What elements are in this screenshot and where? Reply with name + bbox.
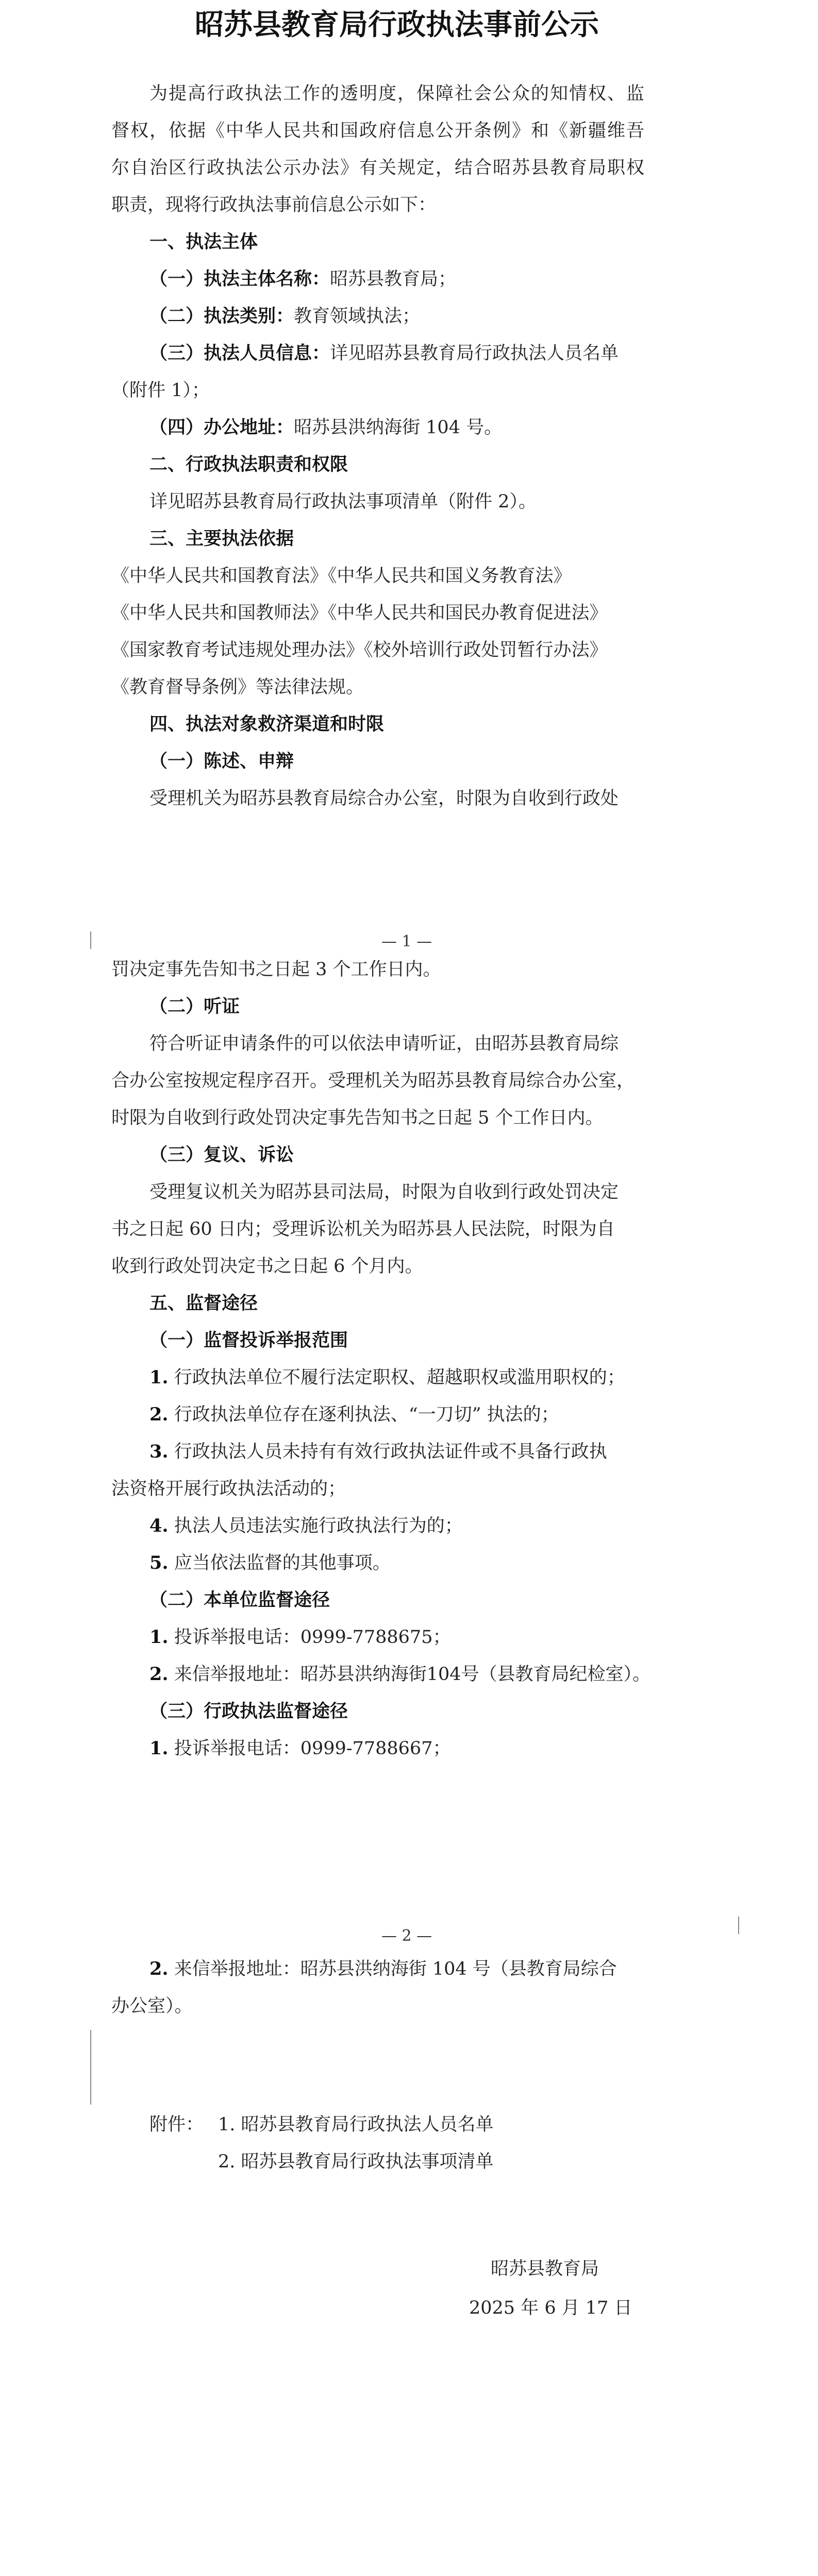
page-number-1: — 1 — (381, 933, 432, 951)
s5-item-3-num: 3. (149, 1441, 169, 1462)
attachment-1-num: 1. (218, 2114, 236, 2135)
s5-unit-item-2 (149, 1663, 650, 1686)
s5-sup-item-2-text: 来信举报地址：昭苏县洪纳海街 104 号（县教育局综合 (174, 1959, 617, 1979)
s5-sup-item-1-text: 投诉举报电话：0999-7788667； (174, 1738, 451, 1759)
intro-line-2: 督权，依据《中华人民共和国政府信息公开条例》和《新疆维吾 (111, 121, 646, 141)
s1-item-1 (149, 268, 456, 291)
s5-sub-1: （一）监督投诉举报范围 (149, 1330, 348, 1351)
signature-date: 2025 年 6 月 17 日 (469, 2298, 632, 2318)
section-2-heading: 二、行政执法职责和权限 (149, 454, 348, 475)
s4-sub-1-line-2: 罚决定事先告知书之日起 3 个工作日内。 (111, 959, 441, 980)
s5-sup-item-2-cont: 办公室）。 (111, 1996, 193, 2016)
s5-item-3 (149, 1440, 607, 1463)
s1-item-2 (149, 305, 420, 328)
s5-item-4 (149, 1515, 463, 1537)
s2-text: 详见昭苏县教育局行政执法事项清单（附件 2）。 (149, 492, 537, 512)
page-margin-mark (738, 1917, 739, 1934)
section-1-heading: 一、执法主体 (149, 231, 258, 252)
s1-item-3-text: 详见昭苏县教育局行政执法人员名单 (330, 343, 619, 364)
s1-item-4-label: （四）办公地址： (149, 417, 294, 438)
s1-item-3 (149, 342, 619, 365)
s3-line-4: 《教育督导条例》等法律法规。 (111, 677, 364, 698)
s4-sub-2: （二）听证 (149, 996, 240, 1017)
s4-sub-3-line-1: 受理复议机关为昭苏县司法局，时限为自收到行政处罚决定 (149, 1182, 619, 1202)
intro-line-1: 为提高行政执法工作的透明度，保障社会公众的知情权、监 (149, 83, 646, 104)
s1-item-4 (149, 416, 502, 439)
s5-sup-item-2 (149, 1958, 617, 1980)
s4-sub-3-line-2: 书之日起 60 日内；受理诉讼机关为昭苏县人民法院，时限为自 (111, 1219, 615, 1240)
s5-item-4-num: 4. (149, 1515, 169, 1536)
s5-item-1-text: 行政执法单位不履行法定职权、超越职权或滥用职权的； (174, 1367, 625, 1388)
s5-sup-item-1-num: 1. (149, 1738, 169, 1759)
attachment-2-num: 2. (218, 2151, 236, 2172)
s5-sup-item-2-num: 2. (149, 1958, 169, 1979)
page-margin-mark (90, 931, 91, 949)
page-title: 昭苏县教育局行政执法事前公示 (195, 8, 599, 42)
s4-sub-1-line-1: 受理机关为昭苏县教育局综合办公室，时限为自收到行政处 (149, 788, 619, 809)
s4-sub-2-line-3: 时限为自收到行政处罚决定事先告知书之日起 5 个工作日内。 (111, 1108, 604, 1128)
intro-line-4: 职责，现将行政执法事前信息公示如下： (111, 195, 437, 215)
s5-item-1 (149, 1366, 625, 1389)
s4-sub-2-line-2: 合办公室按规定程序召开。受理机关为昭苏县教育局综合办公室， (111, 1071, 635, 1091)
s1-item-1-text: 昭苏县教育局； (330, 269, 457, 290)
page-number-2: — 2 — (381, 1927, 432, 1945)
s5-item-5-num: 5. (149, 1552, 169, 1573)
section-4-heading: 四、执法对象救济渠道和时限 (149, 714, 385, 735)
s1-item-3-cont: （附件 1）； (111, 380, 210, 401)
s5-item-2 (149, 1403, 559, 1426)
s5-sub-3: （三）行政执法监督途径 (149, 1701, 348, 1722)
s5-sup-item-1 (149, 1737, 450, 1760)
s3-line-2: 《中华人民共和国教师法》《中华人民共和国民办教育促进法》 (111, 603, 608, 623)
s1-item-2-label: （二）执法类别： (149, 306, 294, 327)
s5-item-3-cont: 法资格开展行政执法活动的； (111, 1479, 346, 1499)
section-5-heading: 五、监督途径 (149, 1293, 258, 1314)
s5-unit-item-1-num: 1. (149, 1626, 169, 1648)
s4-sub-2-line-1: 符合听证申请条件的可以依法申请听证，由昭苏县教育局综 (149, 1033, 619, 1054)
s5-unit-item-2-num: 2. (149, 1664, 169, 1685)
s5-sub-2: （二）本单位监督途径 (149, 1589, 330, 1611)
intro-line-3: 尔自治区行政执法公示办法》有关规定，结合昭苏县教育局职权 (111, 158, 646, 178)
section-3-heading: 三、主要执法依据 (149, 528, 294, 549)
s5-item-5 (149, 1552, 391, 1574)
s1-item-2-text: 教育领域执法； (294, 306, 421, 327)
s3-line-1: 《中华人民共和国教育法》《中华人民共和国义务教育法》 (111, 566, 572, 586)
s5-unit-item-1 (149, 1626, 450, 1649)
s1-item-3-label: （三）执法人员信息： (149, 343, 330, 364)
s5-unit-item-2-text: 来信举报地址：昭苏县洪纳海街104号（县教育局纪检室）。 (174, 1664, 650, 1685)
s5-item-2-text: 行政执法单位存在逐利执法、“一刀切” 执法的； (174, 1404, 559, 1425)
s4-sub-3: （三）复议、诉讼 (149, 1144, 294, 1165)
page-margin-mark (90, 2030, 91, 2105)
s5-item-2-num: 2. (149, 1404, 169, 1425)
s4-sub-3-line-3: 收到行政处罚决定书之日起 6 个月内。 (111, 1256, 423, 1277)
s5-item-4-text: 执法人员违法实施行政执法行为的； (174, 1516, 463, 1536)
attachment-2-text: 昭苏县教育局行政执法事项清单 (241, 2151, 494, 2172)
s5-item-3-text: 行政执法人员未持有有效行政执法证件或不具备行政执 (174, 1442, 607, 1462)
attachment-1 (218, 2113, 494, 2136)
s1-item-1-label: （一）执法主体名称： (149, 268, 330, 290)
s5-item-5-text: 应当依法监督的其他事项。 (174, 1553, 391, 1573)
s3-line-3: 《国家教育考试违规处理办法》《校外培训行政处罚暂行办法》 (111, 640, 608, 660)
s4-sub-1: （一）陈述、申辩 (149, 751, 294, 772)
s1-item-4-text: 昭苏县洪纳海街 104 号。 (294, 417, 503, 438)
signature-org: 昭苏县教育局 (491, 2259, 599, 2279)
attachments-label: 附件： (149, 2114, 204, 2135)
s5-unit-item-1-text: 投诉举报电话：0999-7788675； (174, 1627, 451, 1648)
s5-item-1-num: 1. (149, 1367, 169, 1388)
attachment-1-text: 昭苏县教育局行政执法人员名单 (241, 2114, 494, 2135)
attachment-2 (218, 2150, 494, 2173)
